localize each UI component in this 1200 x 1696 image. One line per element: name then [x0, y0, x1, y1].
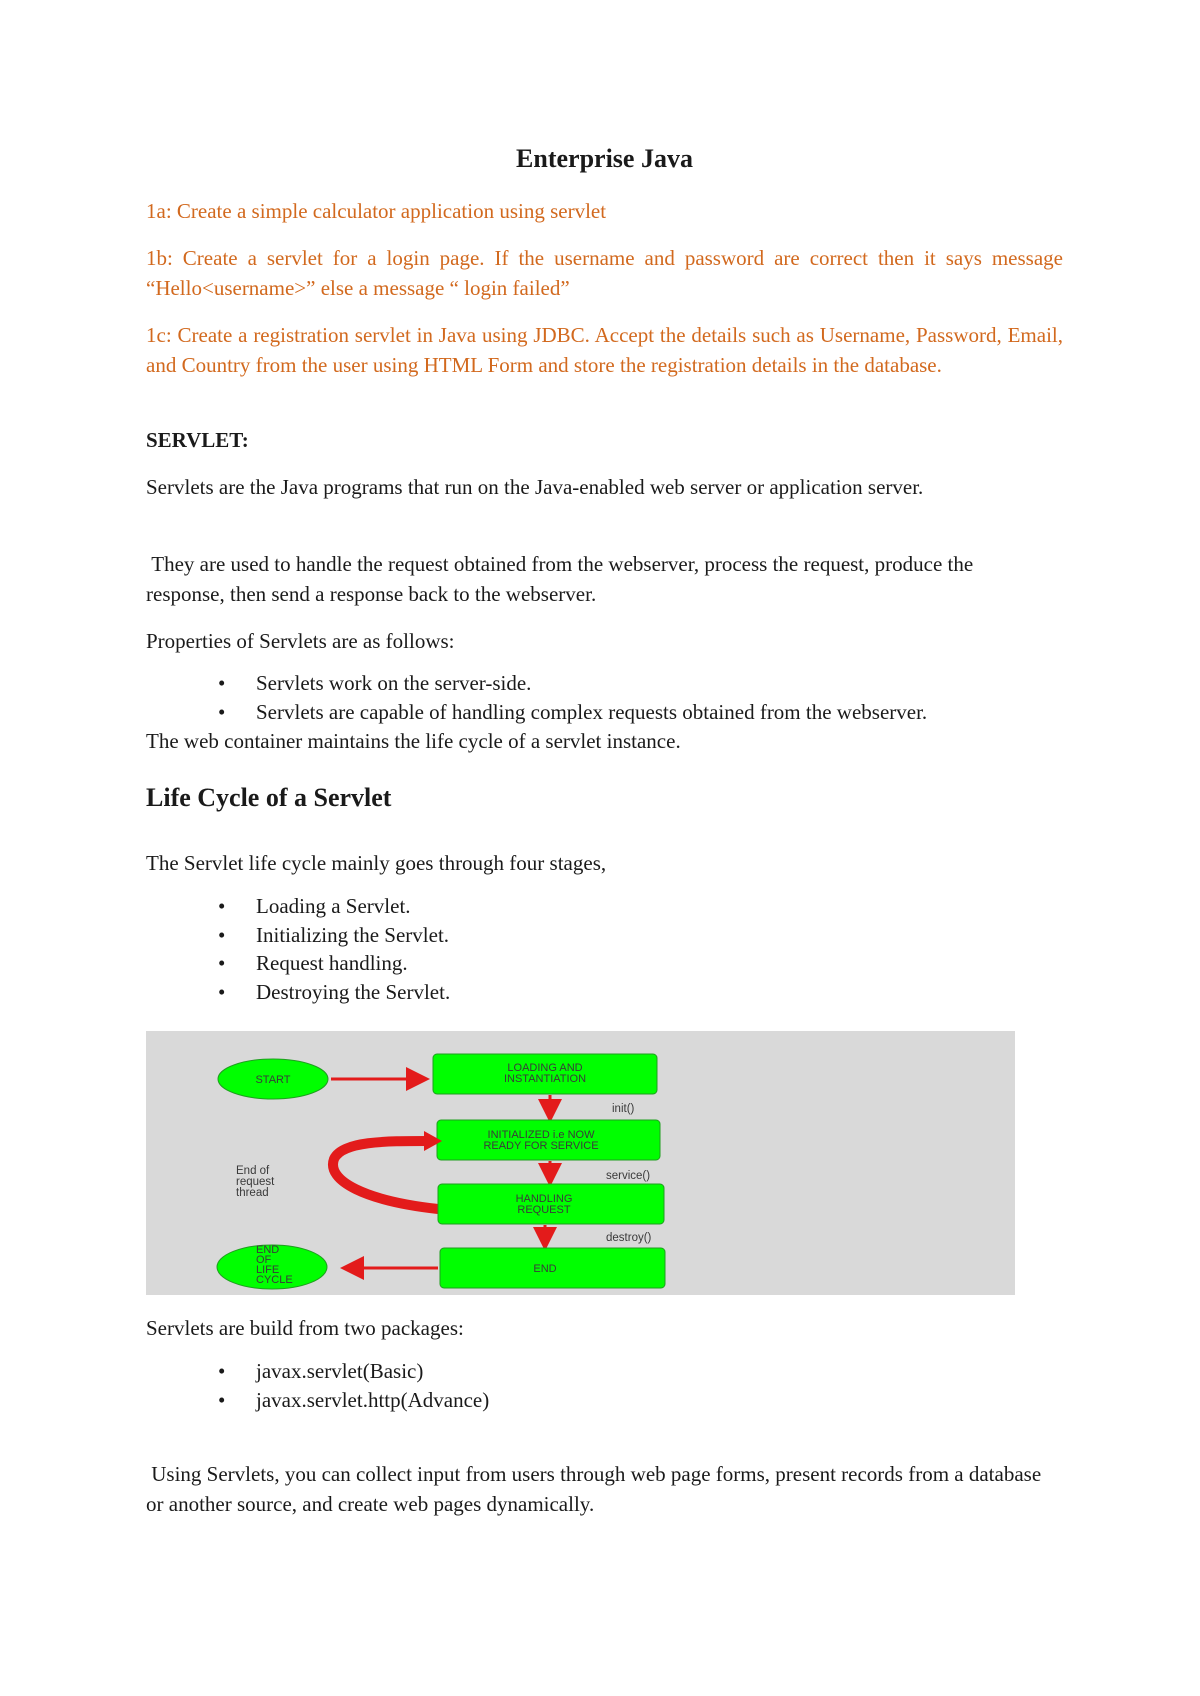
properties-intro: Properties of Servlets are as follows:	[146, 629, 455, 653]
bullet-icon: •	[218, 894, 226, 918]
bullet-icon: •	[218, 979, 226, 1004]
end-of-life-label-line3: LIFE	[256, 1264, 280, 1276]
bullet-icon: •	[218, 1387, 226, 1412]
lifecycle-diagram-svg	[146, 1031, 1015, 1295]
end-label: END	[533, 1263, 557, 1275]
end-of-life-label-line4: CYCLE	[256, 1274, 293, 1286]
task-1b: 1b: Create a servlet for a login page. If the username and password are correct then it says message “Hello<username>” else a message “ login failed”	[146, 246, 1063, 300]
destroy-label: destroy()	[606, 1232, 652, 1244]
list-item: • Servlets are capable of handling complex requests obtained from the webserver.	[146, 698, 927, 727]
list-item: • Loading a Servlet.	[146, 892, 450, 921]
start-label: START	[255, 1074, 291, 1086]
handling-label-line1: HANDLING	[515, 1193, 573, 1205]
bullet-icon: •	[218, 671, 226, 695]
end-of-request-label-line1: End of	[236, 1165, 270, 1177]
lifecycle-heading: Life Cycle of a Servlet	[146, 783, 392, 812]
servlet-paragraph-2: They are used to handle the request obtained from the webserver, process the request, produce the response, then send a response back to the webserver.	[146, 552, 979, 606]
bullet-icon: •	[218, 699, 226, 724]
task-1a: 1a: Create a simple calculator application using servlet	[146, 199, 607, 223]
handling-label-line2: REQUEST	[517, 1204, 571, 1216]
list-item: • Destroying the Servlet.	[146, 978, 450, 1007]
curved-arrow-return	[333, 1141, 438, 1209]
service-label: service()	[606, 1170, 651, 1182]
initialized-label-line1: INITIALIZED i.e NOW	[487, 1129, 595, 1141]
packages-intro: Servlets are build from two packages:	[146, 1316, 464, 1340]
container-text: The web container maintains the life cycle of a servlet instance.	[146, 729, 681, 753]
init-label: init()	[612, 1103, 635, 1115]
packages-list	[146, 1357, 489, 1414]
end-of-request-label-line3: thread	[236, 1187, 269, 1199]
stages-list	[146, 892, 450, 1006]
lifecycle-intro: The Servlet life cycle mainly goes through four stages,	[146, 851, 607, 875]
list-item: • Initializing the Servlet.	[146, 921, 450, 950]
end-of-request-label-line2: request	[236, 1176, 275, 1188]
properties-list	[146, 669, 927, 726]
end-of-life-label-line2: OF	[256, 1254, 272, 1266]
loading-label-line2: INSTANTIATION	[503, 1073, 587, 1085]
servlet-heading: SERVLET:	[146, 428, 249, 452]
task-1c: 1c: Create a registration servlet in Java using JDBC. Accept the details such as Username, Password, Email, and Country from the user using HTML Form and store the registration details in the database.	[146, 323, 1063, 377]
list-item: • javax.servlet.http(Advance)	[146, 1386, 489, 1415]
list-item: • javax.servlet(Basic)	[146, 1357, 489, 1386]
servlet-lifecycle-diagram	[146, 1031, 1015, 1295]
bullet-icon: •	[218, 951, 226, 975]
loading-label-line1: LOADING AND	[507, 1062, 583, 1074]
initialized-label-line2: READY FOR SERVICE	[483, 1140, 599, 1152]
closing-paragraph: Using Servlets, you can collect input from users through web page forms, present records from a database or another source, and create web pages dynamically.	[146, 1462, 1047, 1516]
list-item: • Request handling.	[146, 949, 450, 978]
bullet-icon: •	[218, 922, 226, 947]
document-title: Enterprise Java	[516, 144, 693, 173]
servlet-paragraph-1: Servlets are the Java programs that run on the Java-enabled web server or application server.	[146, 475, 924, 499]
end-of-life-label-line1: END	[256, 1244, 280, 1256]
bullet-icon: •	[218, 1359, 226, 1383]
list-item: • Servlets work on the server-side.	[146, 669, 927, 698]
